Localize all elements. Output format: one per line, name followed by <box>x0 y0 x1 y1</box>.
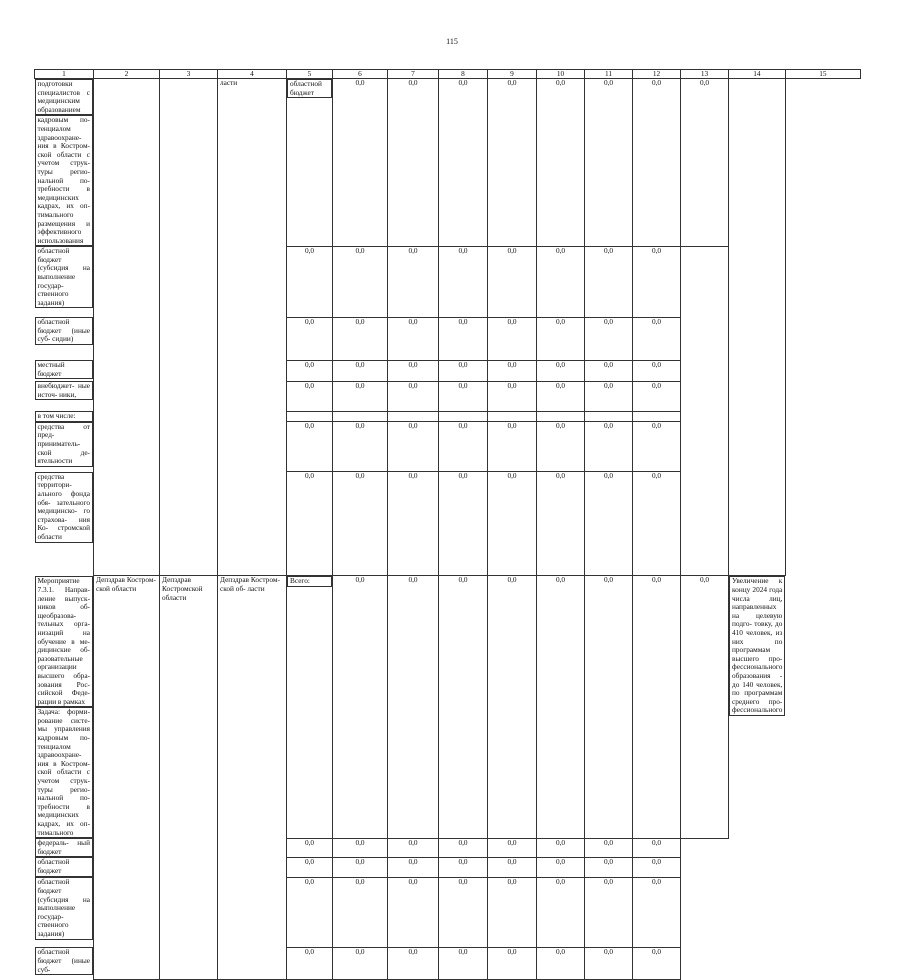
column-header: 8 <box>439 70 488 79</box>
value-cell: 0,0 <box>388 576 439 838</box>
value-cell: 0,0 <box>633 857 681 877</box>
value-cell: 0,0 <box>585 79 633 247</box>
column-header: 1 <box>35 70 94 79</box>
value-cell: 0,0 <box>287 947 333 979</box>
value-cell <box>633 411 681 422</box>
value-cell: 0,0 <box>333 877 388 947</box>
value-cell: 0,0 <box>633 877 681 947</box>
funding-source-label: областной бюджет (субсидия на выполнение государ- ственного задания) <box>35 877 94 939</box>
value-cell: 0,0 <box>287 381 333 411</box>
value-cell <box>537 411 585 422</box>
value-cell: 0,0 <box>439 472 488 576</box>
value-cell <box>388 411 439 422</box>
value-cell: 0,0 <box>488 317 537 360</box>
value-cell: 0,0 <box>439 360 488 381</box>
column-header: 7 <box>388 70 439 79</box>
coexecutor-cell: ласти <box>218 79 287 576</box>
value-cell: 0,0 <box>585 576 633 838</box>
value-cell: 0,0 <box>681 79 729 247</box>
value-cell: 0,0 <box>287 877 333 947</box>
value-cell: 0,0 <box>287 838 333 857</box>
value-cell: 0,0 <box>388 857 439 877</box>
value-cell: 0,0 <box>388 317 439 360</box>
value-cell: 0,0 <box>585 381 633 411</box>
value-cell: 0,0 <box>287 360 333 381</box>
executor-cell: Депздрав Костромской области <box>160 576 218 980</box>
funding-source-label: средства от пред- приниматель- ской де- ятельности <box>35 422 94 467</box>
value-cell: 0,0 <box>585 246 633 317</box>
value-cell: 0,0 <box>585 317 633 360</box>
measure-name-cell: подготовки специалистов с медицинским образованием <box>35 79 94 115</box>
value-cell: 0,0 <box>585 360 633 381</box>
value-cell: 0,0 <box>585 838 633 857</box>
value-cell: 0,0 <box>633 838 681 857</box>
executor-cell <box>160 79 218 576</box>
value-cell: 0,0 <box>287 246 333 317</box>
funding-source-label: федераль- ный бюджет <box>35 838 94 857</box>
value-cell: 0,0 <box>439 422 488 472</box>
value-cell: 0,0 <box>633 472 681 576</box>
value-cell: 0,0 <box>439 947 488 979</box>
value-cell: 0,0 <box>488 381 537 411</box>
value-cell: 0,0 <box>633 79 681 247</box>
value-cell: 0,0 <box>287 422 333 472</box>
column-header: 14 <box>729 70 786 79</box>
value-cell: 0,0 <box>537 877 585 947</box>
value-cell: 0,0 <box>439 79 488 247</box>
value-cell: 0,0 <box>488 576 537 838</box>
value-cell: 0,0 <box>585 472 633 576</box>
value-cell: 0,0 <box>488 838 537 857</box>
value-cell: 0,0 <box>333 838 388 857</box>
value-cell: 0,0 <box>287 857 333 877</box>
result-cell: Увеличение к концу 2024 года числа лиц, направленных на целевую подго- товку, до 410 человек, из них по программам высшего про- фессионального образования - до 140 человек, по программам среднего про- фессионального <box>729 576 785 716</box>
budget-table <box>34 69 861 980</box>
column-header: 6 <box>333 70 388 79</box>
value-cell: 0,0 <box>287 472 333 576</box>
coexecutor-cell: Депздрав Костром- ской об- ласти <box>218 576 287 980</box>
value-cell: 0,0 <box>585 877 633 947</box>
result-cell <box>729 79 786 576</box>
value-cell: 0,0 <box>439 877 488 947</box>
funding-source-label: в том числе: <box>35 411 94 422</box>
value-cell: 0,0 <box>633 317 681 360</box>
value-cell: 0,0 <box>537 360 585 381</box>
value-cell: 0,0 <box>488 79 537 247</box>
measure-name-cell: Мероприятие 7.3.1. Направ- ление выпуск- ников об- щеобразова- тельных орга- низаций на обучение в ме- дицинские об- разовательные организации высшего обра- зования Рос- сийской Феде- рации в рамках <box>35 576 94 707</box>
value-cell: 0,0 <box>333 472 388 576</box>
value-cell: 0,0 <box>439 317 488 360</box>
value-cell: 0,0 <box>388 947 439 979</box>
table-row <box>35 576 861 838</box>
value-cell: 0,0 <box>439 246 488 317</box>
value-cell: 0,0 <box>585 422 633 472</box>
value-cell: 0,0 <box>633 947 681 979</box>
value-cell: 0,0 <box>488 857 537 877</box>
funding-source-label: областной бюджет (субсидия на выполнение государ- ственного задания) <box>35 246 94 308</box>
column-header: 5 <box>287 70 333 79</box>
value-cell: 0,0 <box>388 838 439 857</box>
value-cell: 0,0 <box>488 360 537 381</box>
value-cell: 0,0 <box>333 317 388 360</box>
value-cell: 0,0 <box>388 877 439 947</box>
value-cell <box>439 411 488 422</box>
value-cell <box>287 411 333 422</box>
value-cell: 0,0 <box>439 576 488 838</box>
column-header: 11 <box>585 70 633 79</box>
column-header: 13 <box>681 70 729 79</box>
value-cell: 0,0 <box>333 422 388 472</box>
funding-source-label: средства территори- ального фонда обя- зательного медицинско- го страхова- ния Ко- стромской области <box>35 472 94 543</box>
value-cell: 0,0 <box>488 422 537 472</box>
value-cell: 0,0 <box>333 246 388 317</box>
column-header: 2 <box>94 70 160 79</box>
value-cell: 0,0 <box>488 947 537 979</box>
value-cell: 0,0 <box>537 422 585 472</box>
task-cell: кадровым по- тенциалом здравоохране- ния в Костром- ской области с учетом струк- туры регио- нальной по- требности в медицинских кадрах, их оп- тимального размещения и эффективного использования <box>35 115 94 246</box>
value-cell: 0,0 <box>388 79 439 247</box>
funding-source-label: областной бюджет (иные суб- сидии) <box>35 317 94 345</box>
value-cell: 0,0 <box>388 381 439 411</box>
column-header: 3 <box>160 70 218 79</box>
value-cell: 0,0 <box>488 246 537 317</box>
value-cell: 0,0 <box>585 857 633 877</box>
value-cell: 0,0 <box>439 857 488 877</box>
value-cell: 0,0 <box>388 246 439 317</box>
funding-source-label: внебюджет- ные источ- ники, <box>35 381 94 400</box>
header-row <box>35 70 861 79</box>
funding-source-label: областной бюджет <box>35 857 94 876</box>
value-cell: 0,0 <box>537 246 585 317</box>
value-cell: 0,0 <box>537 947 585 979</box>
value-cell: 0,0 <box>537 838 585 857</box>
value-cell: 0,0 <box>633 246 681 317</box>
value-cell: 0,0 <box>333 381 388 411</box>
value-cell: 0,0 <box>633 422 681 472</box>
table-row <box>35 79 861 247</box>
value-cell <box>585 411 633 422</box>
funding-source-label: областной бюджет (иные суб- <box>35 947 94 975</box>
value-cell: 0,0 <box>439 838 488 857</box>
value-cell: 0,0 <box>633 576 681 838</box>
page-number: 115 <box>446 37 458 46</box>
value-cell: 0,0 <box>388 472 439 576</box>
value-cell: 0,0 <box>537 317 585 360</box>
value-cell: 0,0 <box>388 360 439 381</box>
value-cell: 0,0 <box>681 576 729 838</box>
value-cell: 0,0 <box>488 877 537 947</box>
column-header: 4 <box>218 70 287 79</box>
column-header: 10 <box>537 70 585 79</box>
funding-source-label: местный бюджет <box>35 360 94 379</box>
value-cell: 0,0 <box>333 576 388 838</box>
column-header: 9 <box>488 70 537 79</box>
value-cell: 0,0 <box>488 472 537 576</box>
responsible-cell: Депздрав Костром- ской области <box>94 576 160 980</box>
value-cell: 0,0 <box>537 79 585 247</box>
column-header: 12 <box>633 70 681 79</box>
value-cell: 0,0 <box>633 381 681 411</box>
value-cell: 0,0 <box>333 857 388 877</box>
responsible-cell <box>94 79 160 576</box>
value-cell: 0,0 <box>333 947 388 979</box>
value-cell: 0,0 <box>537 857 585 877</box>
value-cell: 0,0 <box>333 360 388 381</box>
funding-source-label: областной бюджет <box>287 79 332 98</box>
value-cell <box>488 411 537 422</box>
value-cell: 0,0 <box>633 360 681 381</box>
value-cell: 0,0 <box>287 317 333 360</box>
value-cell: 0,0 <box>537 472 585 576</box>
task-cell: Задача: форми- рование систе- мы управления кадровым по- тенциалом здравоохране- ния в Костром- ской области с учетом струк- туры регио- нальной по- требности в медицинских кадрах, их оп- тимального <box>35 707 94 838</box>
value-cell: 0,0 <box>585 947 633 979</box>
value-cell: 0,0 <box>537 381 585 411</box>
value-cell: 0,0 <box>388 422 439 472</box>
funding-source-label: Всего: <box>287 576 332 587</box>
value-cell <box>333 411 388 422</box>
value-cell: 0,0 <box>333 79 388 247</box>
value-cell: 0,0 <box>537 576 585 838</box>
column-header: 15 <box>785 70 860 79</box>
value-cell: 0,0 <box>439 381 488 411</box>
